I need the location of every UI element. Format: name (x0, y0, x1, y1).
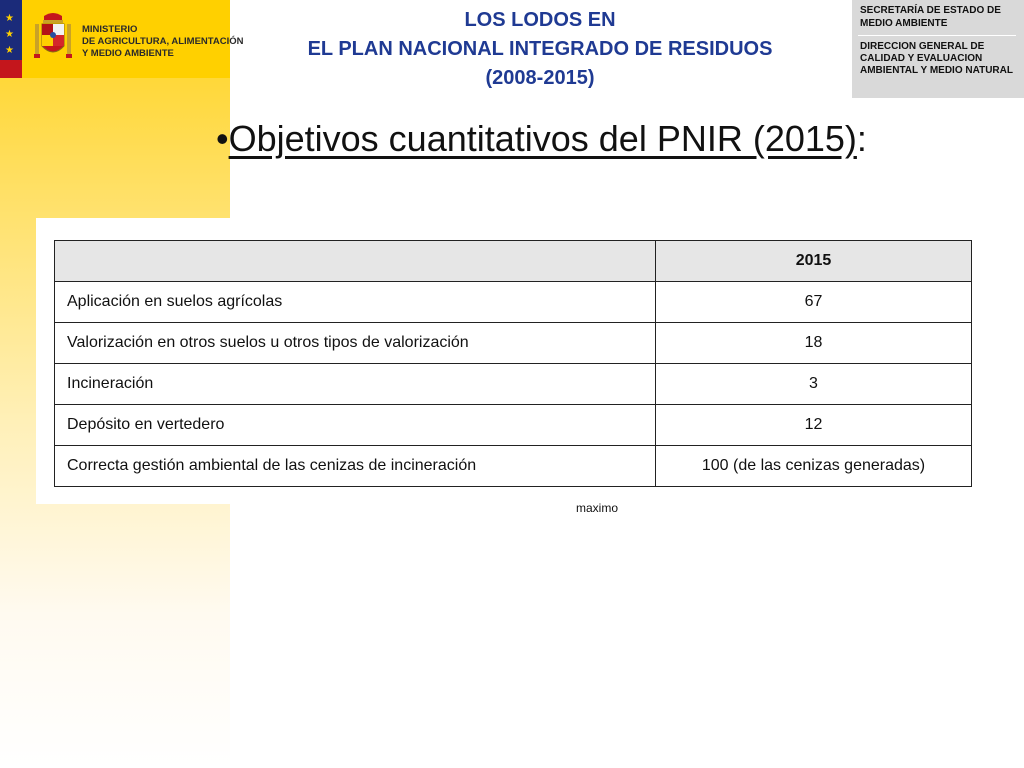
objectives-table-panel (36, 218, 984, 504)
header-year-cell: 2015 (656, 241, 972, 282)
slide-header-title (230, 6, 850, 93)
table-header-row (55, 241, 972, 282)
agency-divider (858, 35, 1016, 36)
ministry-name (82, 24, 244, 60)
star-icon: ★ (5, 29, 14, 40)
ministry-line: DE AGRICULTURA, ALIMENTACIÓN (82, 36, 244, 47)
table-row (55, 446, 972, 487)
title-line: LOS LODOS EN (464, 9, 616, 31)
row-value: 3 (656, 364, 972, 405)
row-value: 67 (656, 282, 972, 323)
bullet: • (216, 118, 229, 159)
direccion-label: DIRECCION GENERAL DE CALIDAD Y EVALUACION AMBIENTAL Y MEDIO NATURAL (860, 41, 1013, 76)
table-row (55, 323, 972, 364)
ministry-logo (0, 0, 244, 78)
table-row (55, 405, 972, 446)
star-icon: ★ (5, 45, 14, 56)
ministry-line: Y MEDIO AMBIENTE (82, 48, 174, 59)
ministry-line: MINISTERIO (82, 24, 138, 35)
row-label: Correcta gestión ambiental de las cenizas de incineración (55, 446, 656, 487)
table-row (55, 282, 972, 323)
row-value: 18 (656, 323, 972, 364)
row-label: Depósito en vertedero (55, 405, 656, 446)
coat-of-arms-icon (32, 10, 74, 68)
slide-heading (216, 118, 867, 160)
title-line: (2008-2015) (485, 67, 595, 89)
heading-text: Objetivos cuantitativos del PNIR (2015) (228, 118, 857, 159)
title-line: EL PLAN NACIONAL INTEGRADO DE RESIDUOS (307, 38, 773, 60)
secretaria-label: SECRETARÍA DE ESTADO DE MEDIO AMBIENTE (860, 5, 1001, 29)
row-value: 12 (656, 405, 972, 446)
table-row (55, 364, 972, 405)
agency-box (852, 0, 1024, 98)
row-label: Incineración (55, 364, 656, 405)
flag-red-band (0, 60, 22, 78)
row-label: Valorización en otros suelos u otros tipos de valorización (55, 323, 656, 364)
heading-suffix: : (856, 118, 867, 159)
star-icon: ★ (5, 13, 14, 24)
objectives-table (54, 240, 972, 487)
header-empty-cell (55, 241, 656, 282)
eu-flag-strip (0, 0, 22, 78)
row-value: 100 (de las cenizas generadas) (656, 446, 972, 487)
row-label: Aplicación en suelos agrícolas (55, 282, 656, 323)
table-footnote: maximo (576, 501, 619, 515)
